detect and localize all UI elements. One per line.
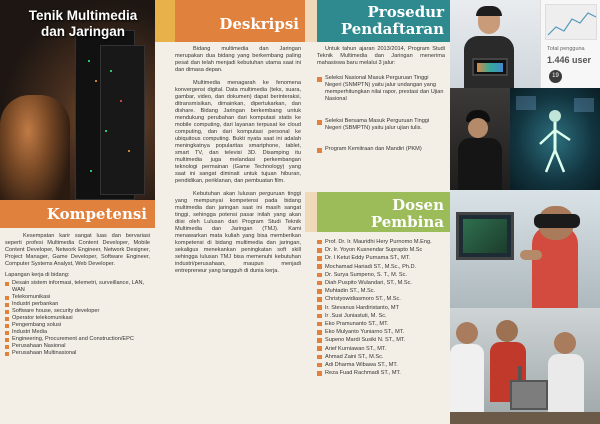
list-item: Eko Pramunanto ST., MT. (317, 320, 449, 328)
vr-headset-photo (450, 190, 600, 308)
list-item: Software house, security developer (5, 308, 150, 315)
list-item: Arief Kurniawan ST., MT. (317, 345, 449, 353)
vr-headset-image (534, 214, 580, 228)
list-item: Christyowidiasmoro ST., M.Sc. (317, 295, 449, 303)
prosedur-intro: Untuk tahun ajaran 2013/2014, Program Studi Teknik Multimedia dan Jaringan menerima mahasiswa baru melalui 3 jalur: (317, 46, 445, 66)
deskripsi-title: Deskripsi (219, 15, 299, 33)
skeleton-figure-icon (510, 88, 600, 190)
header-color-block (155, 0, 175, 42)
deskripsi-paragraph: Kebutuhan akan lulusan perguruan tinggi yang mempunyai kompetensi pada bidang multimedia dan jaringan saat ini masih sangat tinggi, sehingga potensi pasar inilah yang akan diisi oleh Lulusan dari Program Studi Teknik Multimedia dan Jaringan (TMJ). Kami menawarkan mata kuliah yang bisa memberikan kompetensi di bidang multimedia dan jaringan, sekaligus menekankan peningkatan soft skill sehingga lulusan TMJ bisa memenuhi kebutuhan industri/perusahaan, maupun menjadi entrepreneur yang tangguh di dunia kerja. (175, 191, 301, 274)
led-light (110, 70, 112, 72)
title-line-2: dan Jaringan (40, 24, 126, 39)
job-fields-list (5, 280, 150, 357)
list-item: Ir. Stevanus Hardiristanto, MT (317, 304, 449, 312)
face-image (554, 332, 576, 354)
kompetensi-title: Kompetensi (46, 205, 147, 223)
list-item: Perusahaan Nasional (5, 343, 150, 350)
column-deskripsi (155, 0, 305, 424)
list-item: Industri Media (5, 329, 150, 336)
list-item: Ahmad Zaini ST., M.Sc. (317, 353, 449, 361)
prosedur-intro-block (317, 46, 445, 67)
list-item: Perusahaan Multinasional (5, 350, 150, 357)
registration-path: Seleksi Bersama Masuk Perguruan Tinggi Negeri (SBMPTN) yaitu jalur ujian tulis. (317, 118, 445, 132)
tablet-image (472, 58, 508, 76)
list-item: Muhtadin ST., M.Sc. (317, 287, 449, 295)
list-item: Dr. Surya Sumpeno, S. T., M. Sc. (317, 271, 449, 279)
header-color-block (305, 0, 317, 42)
motion-capture-person-photo (450, 88, 510, 190)
server-rack-image (100, 45, 145, 195)
registration-path: Seleksi Nasional Masuk Perguruan Tinggi Negeri (SNMPTN) yaitu jalur undangan yang memperhitungkan nilai rapor, prestasi dan Ujian Nasional (317, 75, 445, 103)
mini-chart-icon (546, 5, 598, 41)
table-image (450, 412, 600, 424)
prosedur-title-line-2: Pendaftaran (340, 20, 444, 38)
deskripsi-paragraph: Bidang multimedia dan Jaringan merupakan dua bidang yang berkembang paling pesat dan telah menjadi kebutuhan utama saat ini dan dimasa depan. (175, 46, 301, 73)
kompetensi-intro: Kesempatan karir sangat luas dan bervariasi seperti profesi Multimedia Content Developer, Mobile Content Developer, Network Engineer, Network Designer, Project Manager, Game Developer, Software Engineer, Computer Systems Analyst, Web Developer. (5, 233, 150, 267)
face-image (468, 118, 488, 138)
prosedur-title (317, 4, 444, 38)
student-tablet-photo (450, 0, 540, 88)
list-item: Supeno Mardi Susiki N. ST., MT. (317, 336, 449, 344)
monitor-image (456, 212, 514, 260)
led-light (120, 100, 122, 102)
counter-badge: 19 (549, 70, 562, 83)
website-screenshot (540, 0, 600, 88)
job-fields-title: Lapangan kerja di bidang: (5, 272, 70, 278)
led-light (88, 60, 90, 62)
counter-label: Total pengguna (547, 46, 585, 52)
hair-image (476, 6, 502, 16)
face-image (496, 320, 518, 342)
led-light (90, 170, 92, 172)
brochure-title (14, 8, 152, 40)
list-item: Dr. I Ketut Eddy Purnama ST., MT. (317, 254, 449, 262)
robotics-lab-photo (450, 308, 600, 424)
prosedur-title-line-1: Prosedur (367, 3, 444, 21)
led-light (128, 150, 130, 152)
chart-thumbnail (545, 4, 597, 40)
list-item: Adi Dharma Wibawa ST., MT. (317, 361, 449, 369)
list-item: Telekomunikasi (5, 294, 150, 301)
counter-value: 1.446 user (547, 55, 592, 65)
hand-image (520, 250, 542, 260)
dosen-title-line-2: Pembina (370, 213, 444, 231)
dosen-title-line-1: Dosen (392, 196, 444, 214)
list-item: Dr. Ir. Yoyon Kusnendar Suprapto M.Sc (317, 246, 449, 254)
registration-path: Program Kemitraan dan Mandiri (PKM) (317, 146, 445, 153)
robot-image (510, 380, 548, 410)
robot-arm-image (518, 366, 522, 382)
list-item: Diah Puspito Wulandari, ST., M.Sc. (317, 279, 449, 287)
list-item: Industri perbankan (5, 301, 150, 308)
list-item: Eko Mulyanto Yuniarno ST., MT. (317, 328, 449, 336)
dosen-title (317, 197, 444, 231)
led-light (95, 80, 97, 82)
list-item: Desain sistem informasi, telemetri, surveillance, LAN, WAN (5, 280, 150, 294)
list-item: Engineering, Procurement and Construction/EPC (5, 336, 150, 343)
list-item: Prof. Dr. Ir. Mauridhi Hery Purnomo M.Eng. (317, 238, 449, 246)
list-item: Operator telekomunikasi (5, 315, 150, 322)
list-item: Ir .Susi Juniastuti, M. Sc. (317, 312, 449, 320)
list-item: Reza Fuad Rachmadi ST., MT. (317, 369, 449, 377)
led-light (105, 130, 107, 132)
list-item: Pengembang solusi (5, 322, 150, 329)
list-item: Mochamad Hariadi ST., M.Sc., Ph.D. (317, 263, 449, 271)
column-photo-collage (450, 0, 600, 424)
deskripsi-body (175, 46, 301, 275)
column-prosedur-dosen (305, 0, 450, 424)
column-kompetensi (0, 0, 155, 424)
motion-capture-screen-photo (510, 88, 600, 190)
suit-image (458, 138, 502, 190)
title-line-1: Tenik Multimedia (28, 8, 138, 23)
kompetensi-body (0, 228, 155, 424)
header-color-block (305, 192, 317, 232)
face-image (456, 322, 478, 344)
deskripsi-paragraph: Multimedia menagarah ke fenomena konvergensi digital. Data multimedia (teks, suara, gambar, video, dan dokumen) dapat berinteraksi, ditransmisikan, dimainkan, dipertukarkan, dan dishare. Bidang Jaringan berkembang untuk mendukung perubahan dari komputasi statis ke mobile computing, dari layanan terpusat ke cloud computing, dan dari komputasi personal ke ubiquitous computing. Bukti nyata saat ini adalah meningkatnya popularitas smartphone, tablet, smart TV, dan televisi 3D. Disamping itu multimedia juga melandasi perkembangan teknologi permainan (Game Technology) yang saat ini sangat diminati untuk tujuan hiburan, pendidikan, periklanan, dan pembuatan film. (175, 80, 301, 184)
person-silhouette-image (0, 95, 70, 215)
lecturer-list (317, 238, 449, 377)
